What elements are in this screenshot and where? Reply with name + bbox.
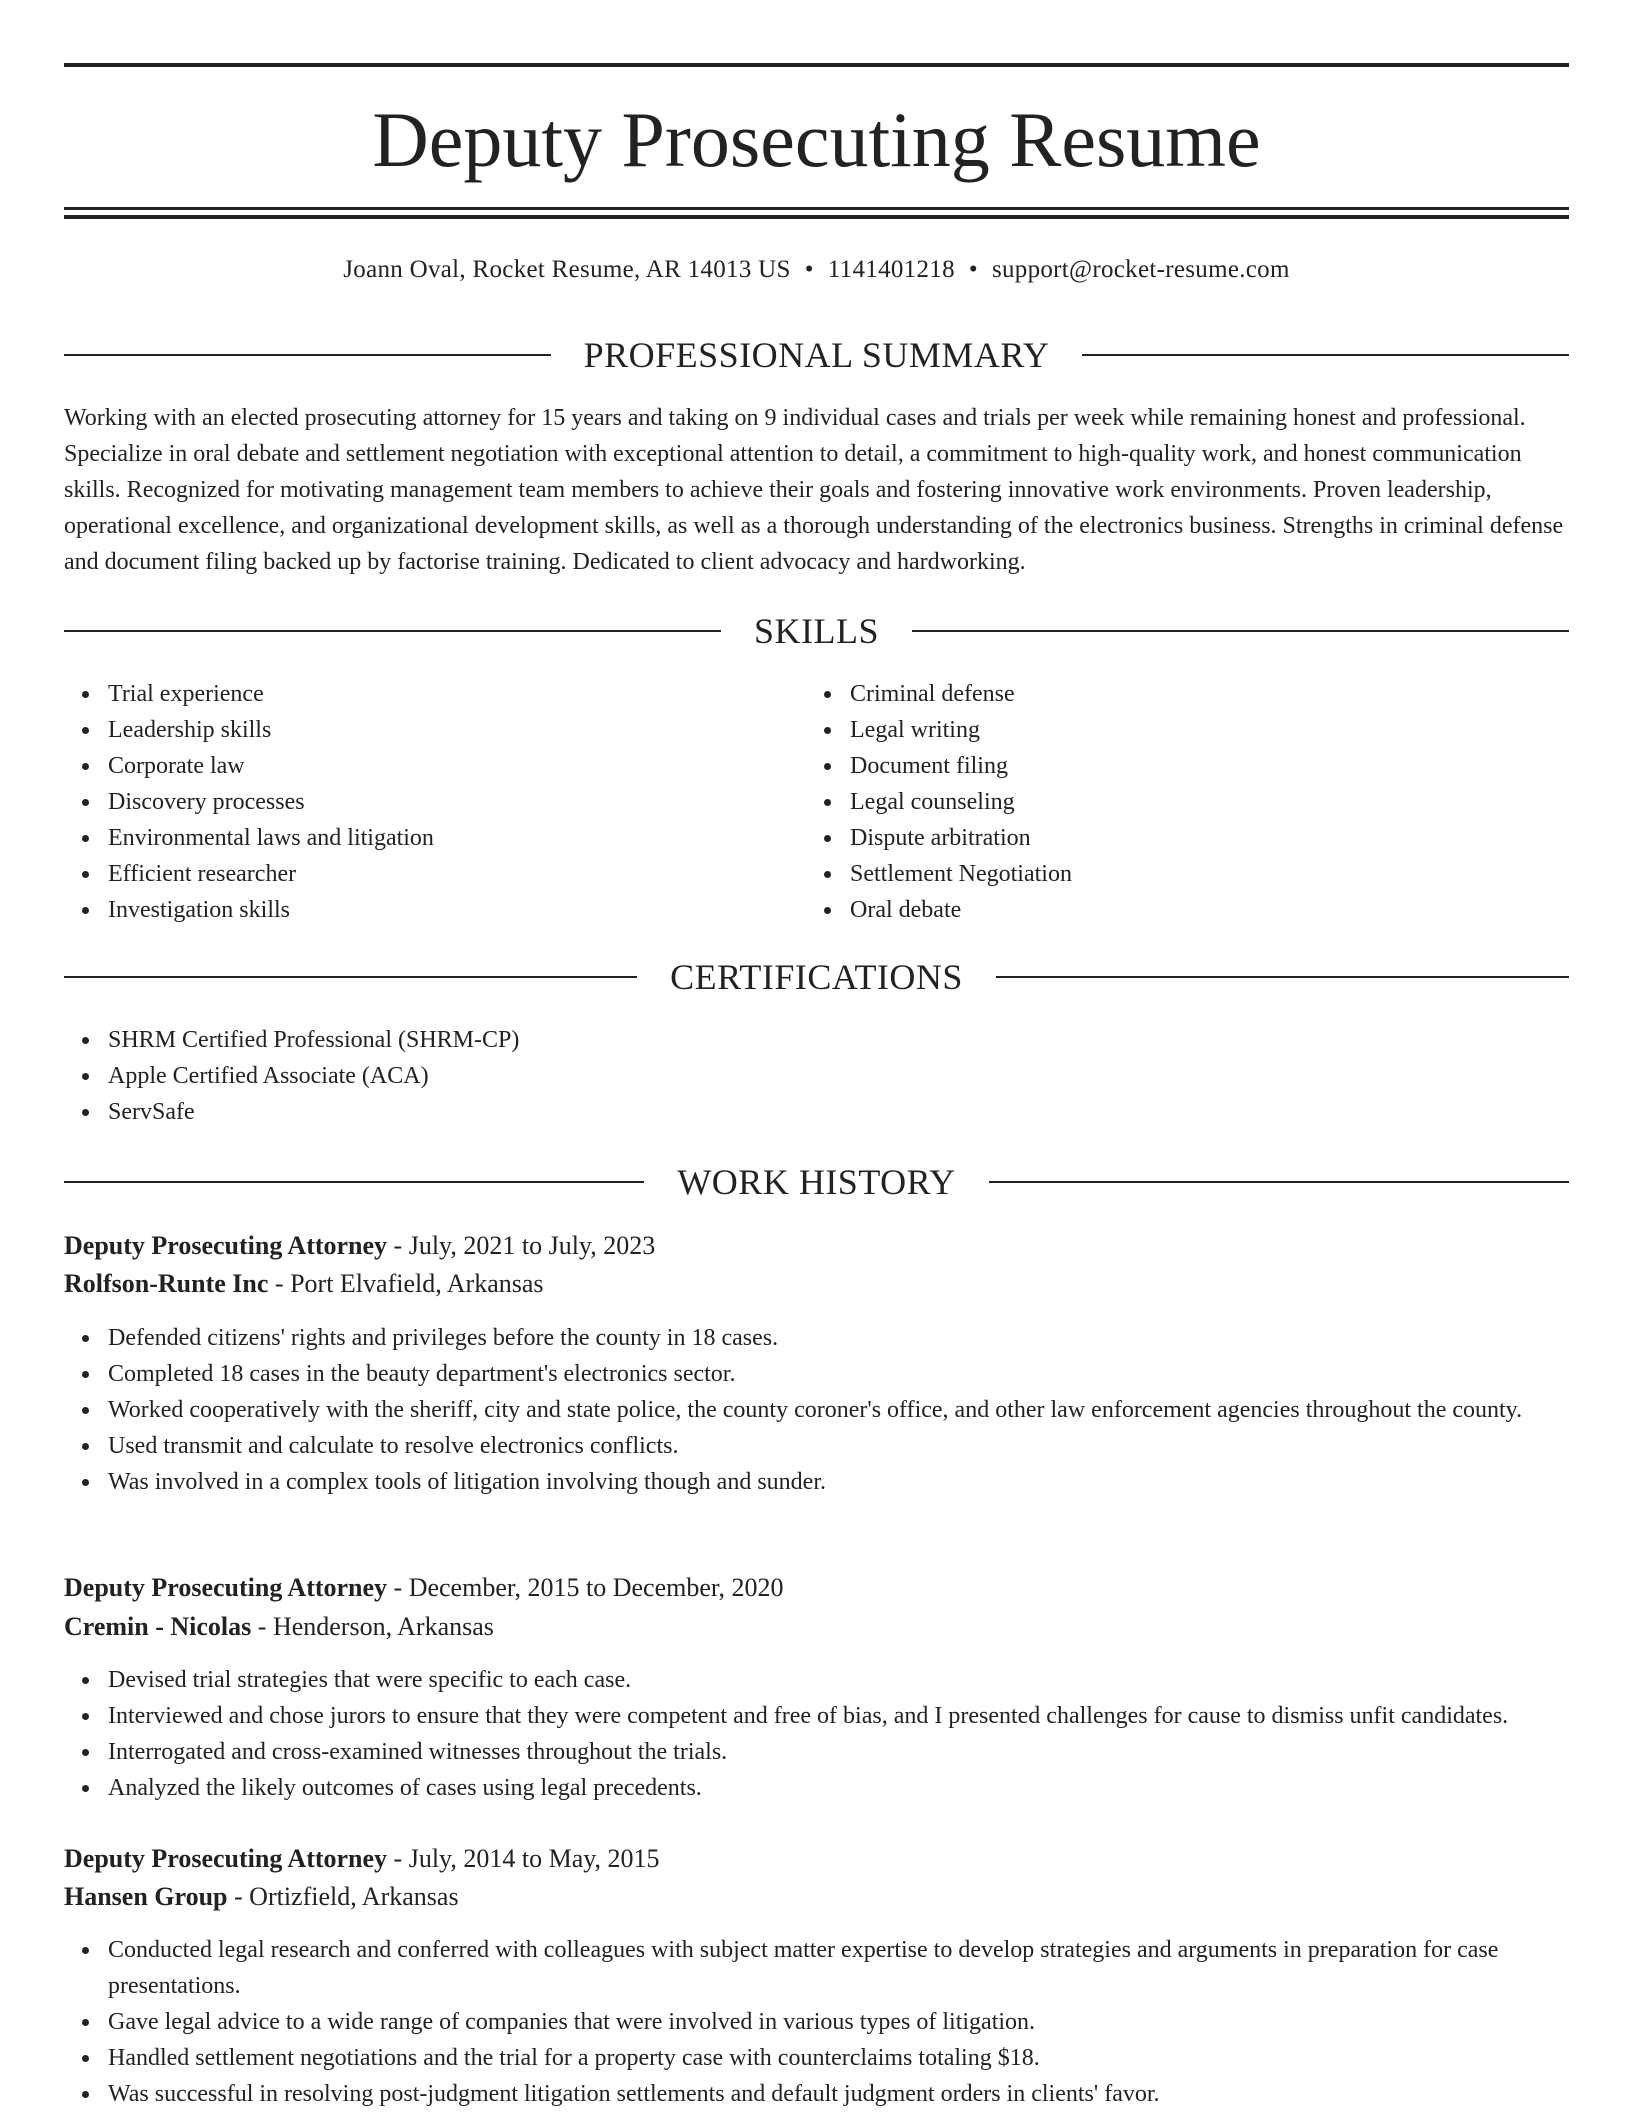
title-rule-upper bbox=[64, 207, 1569, 210]
resume-title: Deputy Prosecuting Resume bbox=[372, 96, 1261, 183]
job-title: Deputy Prosecuting Attorney bbox=[64, 1231, 388, 1260]
job-bullet-list bbox=[64, 1320, 1569, 1500]
work-history-heading-label: WORK HISTORY bbox=[677, 1162, 956, 1202]
title-rule-lower bbox=[64, 215, 1569, 219]
certification-item: Apple Certified Associate (ACA) bbox=[108, 1058, 1569, 1094]
contact-address: Joann Oval, Rocket Resume, AR 14013 US bbox=[343, 256, 791, 283]
job-bullet: Conducted legal research and conferred with colleagues with subject matter expertise to develop strategies and arguments in preparation for case presentations. bbox=[108, 1932, 1569, 2004]
job-bullet: Devised trial strategies that were specific to each case. bbox=[108, 1662, 1569, 1698]
skills-list-left bbox=[64, 676, 808, 928]
summary-heading bbox=[64, 333, 1569, 377]
job-bullet: Was successful in resolving post-judgment litigation settlements and default judgment orders in clients' favor. bbox=[108, 2076, 1569, 2112]
work-history-heading bbox=[64, 1160, 1569, 1204]
summary-heading-label: PROFESSIONAL SUMMARY bbox=[583, 335, 1050, 375]
skills-heading bbox=[64, 609, 1569, 653]
contact-separator: • bbox=[968, 256, 978, 283]
certifications-heading-label: CERTIFICATIONS bbox=[670, 957, 963, 997]
skill-item: Legal counseling bbox=[850, 784, 1550, 820]
skill-item: Environmental laws and litigation bbox=[108, 820, 808, 856]
skill-item: Document filing bbox=[850, 748, 1550, 784]
certification-item: SHRM Certified Professional (SHRM-CP) bbox=[108, 1022, 1569, 1058]
job-bullet: Worked cooperatively with the sheriff, city and state police, the county coroner's office, and other law enforcement agencies throughout the county. bbox=[108, 1392, 1569, 1428]
summary-text: Working with an elected prosecuting attorney for 15 years and taking on 9 individual cases and trials per week while remaining honest and professional. Specialize in oral debate and settlement negotiation with exceptional attention to detail, a commitment to high-quality work, and honest communication skills. Recognized for motivating management team members to achieve their goals and fostering innovative work environments. Proven leadership, operational excellence, and organizational development skills, as well as a thorough understanding of the electronics business. Strengths in criminal defense and document filing backed up by factorise training. Dedicated to client advocacy and hardworking. bbox=[64, 405, 1564, 575]
heading-rule-right bbox=[912, 630, 1569, 632]
job-company: Cremin - Nicolas bbox=[64, 1612, 252, 1641]
job-title: Deputy Prosecuting Attorney bbox=[64, 1573, 388, 1602]
heading-rule-right bbox=[996, 976, 1569, 978]
contact-phone: 1141401218 bbox=[827, 256, 955, 283]
job-dates: - December, 2015 to December, 2020 bbox=[387, 1573, 784, 1602]
certifications-heading bbox=[64, 955, 1569, 999]
skill-item: Leadership skills bbox=[108, 712, 808, 748]
job-title-line bbox=[64, 1840, 1569, 1878]
job-company-line bbox=[64, 1265, 1569, 1303]
job-bullet: Analyzed the likely outcomes of cases using legal precedents. bbox=[108, 1770, 1569, 1806]
contact-line bbox=[64, 253, 1569, 287]
job-location: - Henderson, Arkansas bbox=[251, 1612, 494, 1641]
job-dates: - July, 2014 to May, 2015 bbox=[387, 1844, 660, 1873]
skill-item: Discovery processes bbox=[108, 784, 808, 820]
contact-separator: • bbox=[804, 256, 814, 283]
skill-item: Criminal defense bbox=[850, 676, 1550, 712]
skills-heading-label: SKILLS bbox=[754, 611, 880, 651]
job-location: - Ortizfield, Arkansas bbox=[227, 1882, 459, 1911]
job-company: Hansen Group bbox=[64, 1882, 228, 1911]
heading-rule-left bbox=[64, 354, 551, 356]
job-company-line bbox=[64, 1608, 1569, 1646]
job-bullet: Defended citizens' rights and privileges before the county in 18 cases. bbox=[108, 1320, 1569, 1356]
job-bullet: Handled settlement negotiations and the trial for a property case with counterclaims totaling $18. bbox=[108, 2040, 1569, 2076]
skill-item: Corporate law bbox=[108, 748, 808, 784]
top-rule bbox=[64, 63, 1569, 67]
job-title-line bbox=[64, 1569, 1569, 1607]
job-bullet: Gave legal advice to a wide range of companies that were involved in various types of litigation. bbox=[108, 2004, 1569, 2040]
job-bullet: Was involved in a complex tools of litigation involving though and sunder. bbox=[108, 1464, 1569, 1500]
skill-item: Dispute arbitration bbox=[850, 820, 1550, 856]
job-dates: - July, 2021 to July, 2023 bbox=[387, 1231, 656, 1260]
job-title-line bbox=[64, 1227, 1569, 1265]
job-bullet: Completed 18 cases in the beauty department's electronics sector. bbox=[108, 1356, 1569, 1392]
skill-item: Investigation skills bbox=[108, 892, 808, 928]
certification-item: ServSafe bbox=[108, 1094, 1569, 1130]
job-bullet: Used transmit and calculate to resolve electronics conflicts. bbox=[108, 1428, 1569, 1464]
job-company-line bbox=[64, 1878, 1569, 1916]
heading-rule-left bbox=[64, 976, 637, 978]
heading-rule-left bbox=[64, 1181, 644, 1183]
job-title: Deputy Prosecuting Attorney bbox=[64, 1844, 388, 1873]
job-bullet: Interrogated and cross-examined witnesses throughout the trials. bbox=[108, 1734, 1569, 1770]
heading-rule-left bbox=[64, 630, 721, 632]
skill-item: Trial experience bbox=[108, 676, 808, 712]
skill-item: Settlement Negotiation bbox=[850, 856, 1550, 892]
job-bullet-list bbox=[64, 1932, 1569, 2112]
certifications-list bbox=[64, 1022, 1569, 1130]
skills-list-right bbox=[806, 676, 1550, 928]
contact-email: support@rocket-resume.com bbox=[991, 256, 1290, 283]
heading-rule-right bbox=[989, 1181, 1569, 1183]
skill-item: Efficient researcher bbox=[108, 856, 808, 892]
skill-item: Legal writing bbox=[850, 712, 1550, 748]
heading-rule-right bbox=[1082, 354, 1569, 356]
job-bullet: Interviewed and chose jurors to ensure that they were competent and free of bias, and I presented challenges for cause to dismiss unfit candidates. bbox=[108, 1698, 1569, 1734]
job-location: - Port Elvafield, Arkansas bbox=[268, 1269, 544, 1298]
skill-item: Oral debate bbox=[850, 892, 1550, 928]
job-company: Rolfson-Runte Inc bbox=[64, 1269, 269, 1298]
job-bullet-list bbox=[64, 1662, 1569, 1806]
